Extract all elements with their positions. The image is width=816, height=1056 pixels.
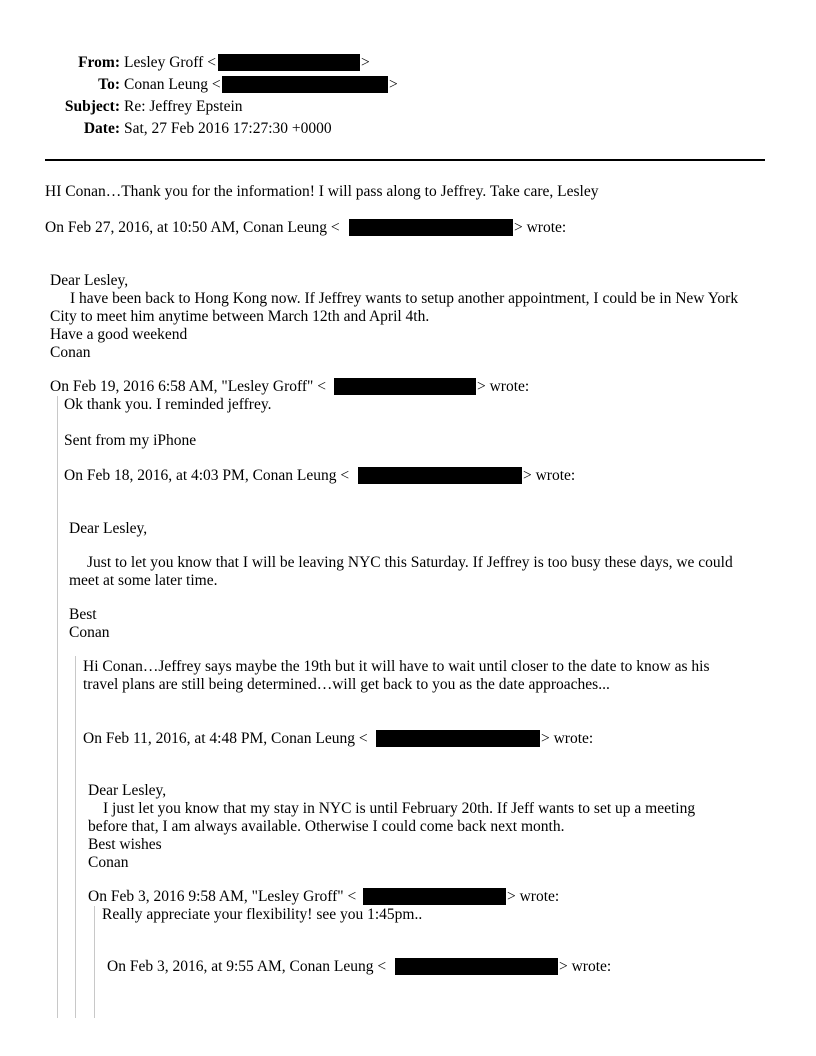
from-value: Lesley Groff < (124, 54, 216, 71)
quote-attribution: On Feb 18, 2016, at 4:03 PM, Conan Leung < (64, 467, 350, 484)
redaction-box (349, 219, 513, 236)
redaction-box (334, 378, 476, 395)
redaction-box (395, 958, 558, 975)
quote-bar (57, 396, 58, 1018)
redaction-box (376, 730, 540, 747)
quote-attribution-end: > wrote: (507, 888, 560, 905)
message-line: meet at some later time. (69, 572, 218, 589)
message-greeting: Dear Lesley, (50, 272, 129, 289)
message-greeting: Dear Lesley, (69, 520, 148, 537)
redaction-box (363, 888, 506, 905)
message-line: Hi Conan…Jeffrey says maybe the 19th but it will have to wait until closer to the date to know as his (83, 658, 710, 675)
quote-attribution-end: > wrote: (559, 958, 612, 975)
quote-attribution-end: > wrote: (514, 219, 567, 236)
message-line: Have a good weekend (50, 326, 188, 343)
message-line: I have been back to Hong Kong now. If Jeffrey wants to setup another appointment, I could be in New York (70, 290, 739, 307)
message-line: Conan (69, 624, 110, 641)
reply-text: HI Conan…Thank you for the information! I will pass along to Jeffrey. Take care, Lesley (45, 183, 599, 200)
message-line: Best wishes (88, 836, 162, 853)
date-label: Date: (83, 120, 120, 137)
quote-attribution-end: > wrote: (541, 730, 594, 747)
to-value: Conan Leung < (124, 76, 221, 93)
quote-attribution-end: > wrote: (523, 467, 576, 484)
message-greeting: Dear Lesley, (88, 782, 167, 799)
quote-attribution: On Feb 3, 2016 9:58 AM, "Lesley Groff" < (88, 888, 357, 905)
header-divider (45, 159, 765, 161)
quote-attribution: On Feb 27, 2016, at 10:50 AM, Conan Leung < (45, 219, 340, 236)
date-value: Sat, 27 Feb 2016 17:27:30 +0000 (124, 120, 332, 137)
to-value-end: > (389, 76, 398, 93)
message-line: Just to let you know that I will be leaving NYC this Saturday. If Jeffrey is too busy these days, we could (87, 554, 733, 571)
subject-value: Re: Jeffrey Epstein (124, 98, 243, 115)
quote-attribution-end: > wrote: (477, 378, 530, 395)
message-line: Best (69, 606, 97, 623)
message-line: Conan (88, 854, 129, 871)
message-line: I just let you know that my stay in NYC is until February 20th. If Jeff wants to set up a meeting (103, 800, 696, 817)
message-line: Conan (50, 344, 91, 361)
redaction-box (218, 54, 360, 71)
message-line: travel plans are still being determined…will get back to you as the date approaches... (83, 676, 610, 693)
message-line: before that, I am always available. Otherwise I could come back next month. (88, 818, 565, 835)
from-value-end: > (361, 54, 370, 71)
message-line: City to meet him anytime between March 12th and April 4th. (50, 308, 430, 325)
from-label: From: (78, 54, 120, 71)
redaction-box (358, 467, 522, 484)
to-label: To: (98, 76, 120, 93)
message-line: Ok thank you. I reminded jeffrey. (64, 396, 272, 413)
message-line: Sent from my iPhone (64, 432, 197, 449)
subject-label: Subject: (64, 98, 120, 115)
quote-bar (75, 656, 76, 1018)
quote-attribution: On Feb 19, 2016 6:58 AM, "Lesley Groff" < (50, 378, 326, 395)
message-line: Really appreciate your flexibility! see you 1:45pm.. (102, 906, 423, 923)
quote-attribution: On Feb 11, 2016, at 4:48 PM, Conan Leung < (83, 730, 368, 747)
redaction-box (222, 76, 388, 93)
quote-bar (94, 906, 95, 1018)
quote-attribution: On Feb 3, 2016, at 9:55 AM, Conan Leung < (107, 958, 387, 975)
